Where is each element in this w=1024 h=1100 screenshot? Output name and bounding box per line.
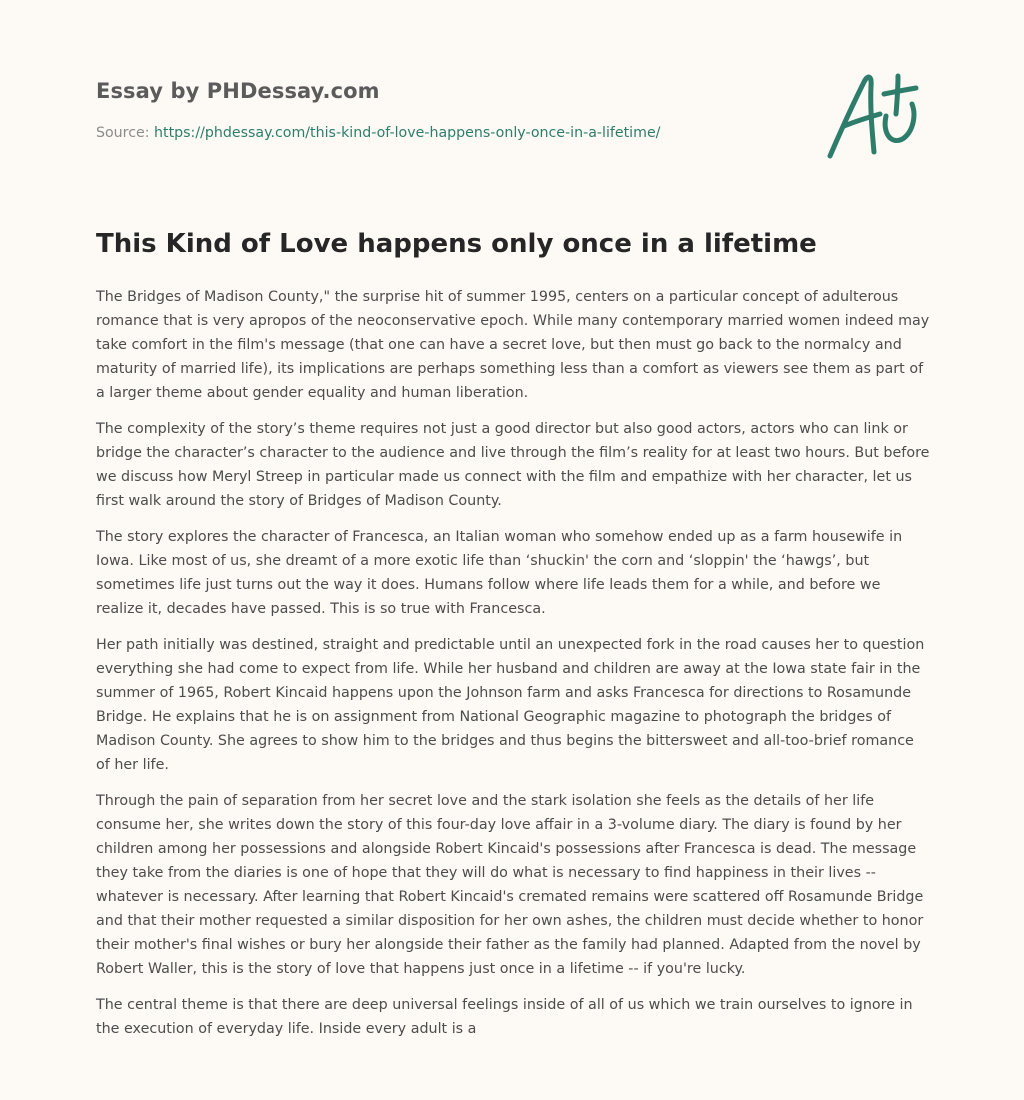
- essay-paragraph: The Bridges of Madison County," the surprise hit of summer 1995, centers on a particular concept of adulterous romance that is very apropos of the neoconservative epoch. While many contemporary married women indeed may take comfort in the film's message (that one can have a secret love, but then must go back to the normalcy and maturity of married life), its implications are perhaps something less than a comfort as viewers see them as part of a larger theme about gender equality and human liberation.: [96, 289, 930, 401]
- a-plus-logo-icon: [824, 68, 924, 164]
- source-line: [96, 124, 660, 142]
- essay-header: [96, 78, 932, 158]
- source-link[interactable]: https://phdessay.com/this-kind-of-love-happens-only-once-in-a-lifetime/: [154, 125, 661, 141]
- source-label: Source:: [96, 125, 155, 141]
- essay-paragraph: The central theme is that there are deep universal feelings inside of all of us which we train ourselves to ignore in the execution of everyday life. Inside every adult is a: [96, 997, 913, 1037]
- essay-paragraph: The complexity of the story’s theme requires not just a good director but also good actors, actors who can link or bridge the character’s character to the audience and live through the film’s reality for at least two hours. But before we discuss how Meryl Streep in particular made us connect with the film and empathize with her character, let us first walk around the story of Bridges of Madison County.: [96, 421, 930, 509]
- essay-body: [96, 285, 932, 1053]
- brand-title: Essay by PHDessay.com: [96, 79, 380, 103]
- essay-paragraph: The story explores the character of Francesca, an Italian woman who somehow ended up as a farm housewife in Iowa. Like most of us, she dreamt of a more exotic life than ‘shuckin' the corn and ‘sloppin' the ‘hawgs’, but sometimes life just turns out the way it does. Humans follow where life leads them for a while, and before we realize it, decades have passed. This is so true with Francesca.: [96, 529, 903, 617]
- essay-title: This Kind of Love happens only once in a lifetime: [96, 229, 817, 259]
- essay-page: [96, 0, 932, 1100]
- essay-paragraph: Through the pain of separation from her secret love and the stark isolation she feels as the details of her life consume her, she writes down the story of this four-day love affair in a 3-volume diary. The diary is found by her children among her possessions and alongside Robert Kincaid's possessions after Francesca is dead. The message they take from the diaries is one of hope that they will do what is necessary to find happiness in their lives -- whatever is necessary. After learning that Robert Kincaid's cremated remains were scattered off Rosamunde Bridge and that their mother requested a similar disposition for her own ashes, the children must decide whether to honor their mother's final wishes or bury her alongside their father as the family had planned. Adapted from the novel by Robert Waller, this is the story of love that happens just once in a lifetime -- if you're lucky.: [96, 793, 924, 977]
- essay-paragraph: Her path initially was destined, straight and predictable until an unexpected fork in the road causes her to question everything she had come to expect from life. While her husband and children are away at the Iowa state fair in the summer of 1965, Robert Kincaid happens upon the Johnson farm and asks Francesca for directions to Rosamunde Bridge. He explains that he is on assignment from National Geographic magazine to photograph the bridges of Madison County. She agrees to show him to the bridges and thus begins the bittersweet and all-too-brief romance of her life.: [96, 637, 925, 773]
